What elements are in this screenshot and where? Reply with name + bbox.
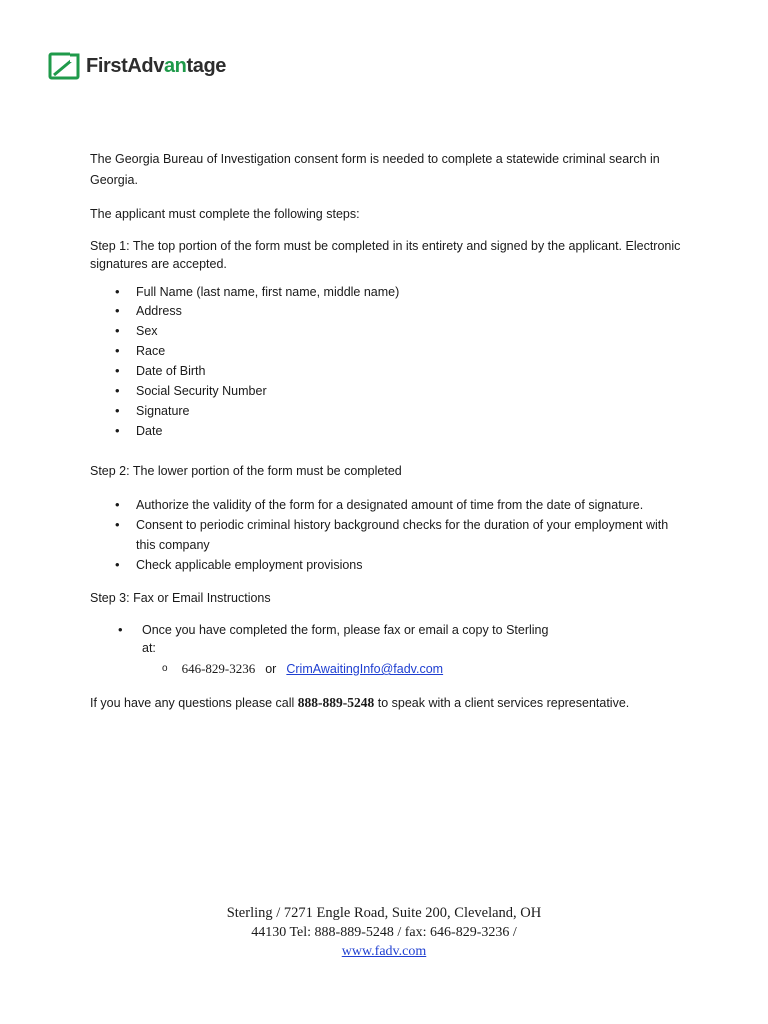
questions-text-after: to speak with a client services representative.	[374, 696, 630, 710]
list-item: • Social Security Number	[136, 381, 690, 401]
list-item: • Signature	[136, 401, 690, 421]
sub-bullet-marker: o	[162, 663, 168, 674]
list-item: • Address	[136, 301, 690, 321]
fax-number: 646-829-3236	[181, 661, 256, 676]
list-item: • Date of Birth	[136, 361, 690, 381]
first-advantage-logo	[48, 52, 226, 80]
step3-list	[90, 621, 690, 657]
logo-wordmark: FirstAdvantage	[86, 54, 227, 77]
first-advantage-logo-icon	[48, 52, 82, 80]
step2-text: Step 2: The lower portion of the form must be completed	[90, 464, 402, 478]
step2-list	[90, 495, 690, 575]
list-item: • Consent to periodic criminal history background checks for the duration of your employment with this company	[136, 515, 690, 555]
questions-text-before: If you have any questions please call	[90, 696, 298, 710]
step1-list	[90, 283, 690, 441]
contact-sub-item	[162, 660, 690, 678]
list-item: • Race	[136, 341, 690, 361]
list-item: • Full Name (last name, first name, middle name)	[136, 283, 690, 301]
list-item: • Authorize the validity of the form for a designated amount of time from the date of signature.	[136, 495, 690, 515]
step3-text: Step 3: Fax or Email Instructions	[90, 591, 271, 605]
questions-paragraph	[90, 694, 690, 712]
list-item: • Check applicable employment provisions	[136, 555, 690, 575]
email-link[interactable]: CrimAwaitingInfo@fadv.com	[286, 662, 444, 676]
steps-intro: The applicant must complete the following steps:	[90, 207, 360, 221]
footer-website-link[interactable]: www.fadv.com	[341, 944, 427, 959]
or-text: or	[265, 662, 277, 676]
footer-address-line2: 44130 Tel: 888-889-5248 / fax: 646-829-3236 /	[251, 925, 517, 940]
support-phone: 888-889-5248	[297, 695, 375, 710]
list-item: • Sex	[136, 321, 690, 341]
footer	[0, 904, 768, 961]
step1-text: Step 1: The top portion of the form must be completed in its entirety and signed by the applicant. Electronic signatures are accepted.	[90, 239, 681, 271]
footer-address-line1: Sterling / 7271 Engle Road, Suite 200, Cleveland, OH	[226, 905, 542, 921]
list-item: • Once you have completed the form, please fax or email a copy to Sterling at:	[142, 621, 562, 657]
intro-paragraph: The Georgia Bureau of Investigation consent form is needed to complete a statewide criminal search in Georgia.	[90, 152, 660, 187]
list-item: • Date	[136, 421, 690, 441]
document-body	[90, 149, 690, 712]
